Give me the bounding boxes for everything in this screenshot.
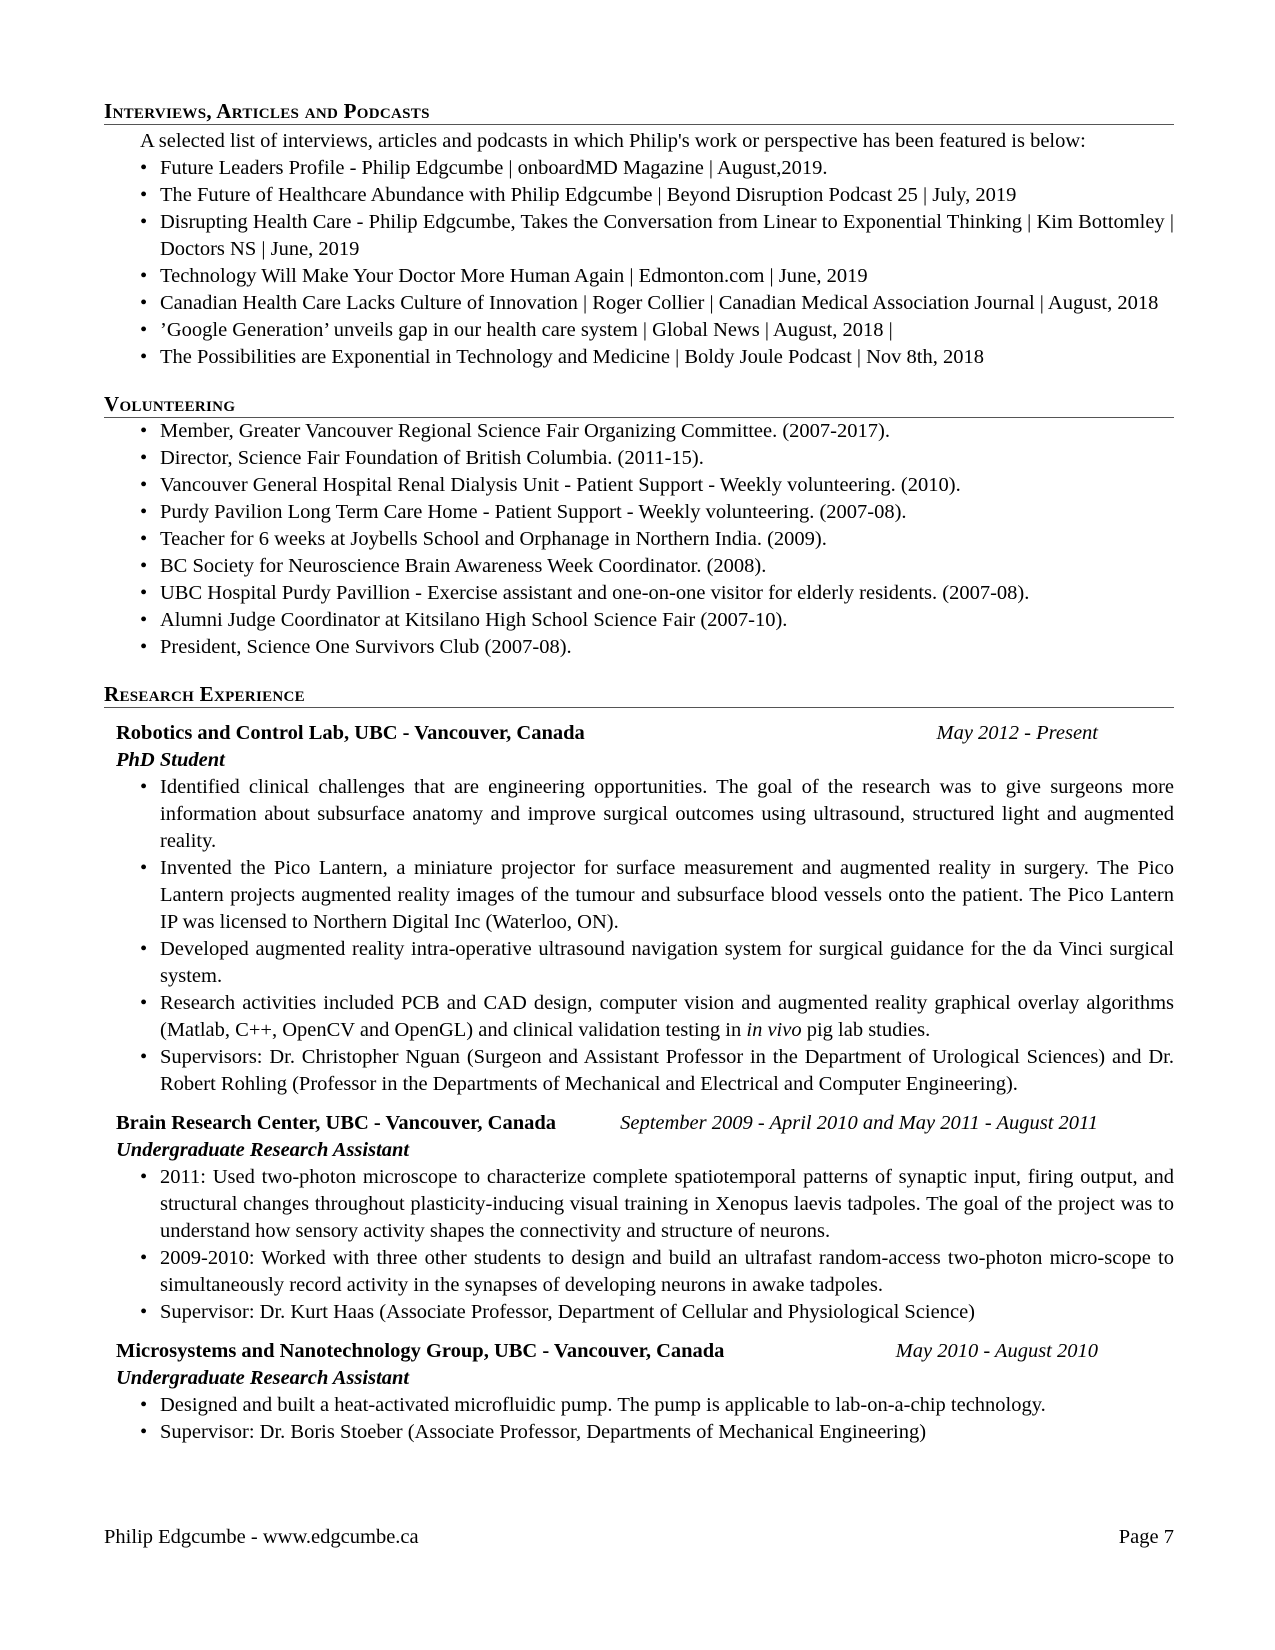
volunteering-title: Volunteering (104, 391, 1174, 418)
entry-role: Undergraduate Research Assistant (116, 1367, 410, 1389)
entry-bullets (104, 774, 1174, 1098)
list-item: • Invented the Pico Lantern, a miniature projector for surface measurement and augmented reality in surgery. The Pico Lantern projects augmented reality images of the tumour and subsurface blood vessels onto the patient. The Pico Lantern IP was licensed to Northern Digital Inc (Waterloo, ON). (160, 855, 1174, 936)
interviews-title: Interviews, Articles and Podcasts (104, 98, 1174, 125)
list-item: • Technology Will Make Your Doctor More Human Again | Edmonton.com | June, 2019 (160, 263, 1174, 290)
list-item: • ’Google Generation’ unveils gap in our health care system | Global News | August, 2018 | (160, 317, 1174, 344)
list-item: • Supervisor: Dr. Boris Stoeber (Associate Professor, Departments of Mechanical Engineering) (160, 1419, 1174, 1446)
research-section (104, 681, 1174, 1446)
list-item: • Disrupting Health Care - Philip Edgcumbe, Takes the Conversation from Linear to Exponential Thinking | Kim Bottomley | Doctors NS | June, 2019 (160, 209, 1174, 263)
entry-organization: Robotics and Control Lab, UBC - Vancouver, Canada (116, 722, 585, 744)
research-title: Research Experience (104, 681, 1174, 708)
page-footer (104, 1524, 1174, 1551)
list-item: • The Possibilities are Exponential in Technology and Medicine | Boldy Joule Podcast | Nov 8th, 2018 (160, 344, 1174, 371)
list-item: • 2009-2010: Worked with three other students to design and build an ultrafast random-access two-photon micro-scope to simultaneously record activity in the synapses of developing neurons in awake tadpoles. (160, 1245, 1174, 1299)
list-item: • Alumni Judge Coordinator at Kitsilano High School Science Fair (2007-10). (160, 607, 1174, 634)
list-item: • Designed and built a heat-activated microfluidic pump. The pump is applicable to lab-on-a-chip technology. (160, 1392, 1174, 1419)
list-item: • Director, Science Fair Foundation of British Columbia. (2011-15). (160, 445, 1174, 472)
entry-date: May 2012 - Present (936, 722, 1098, 744)
list-item: • Teacher for 6 weeks at Joybells School and Orphanage in Northern India. (2009). (160, 526, 1174, 553)
entry-role: PhD Student (116, 749, 225, 771)
research-entry-brain (104, 1110, 1174, 1326)
list-item: • Future Leaders Profile - Philip Edgcumbe | onboardMD Magazine | August,2019. (160, 155, 1174, 182)
list-item: • Identified clinical challenges that are engineering opportunities. The goal of the research was to give surgeons more information about subsurface anatomy and improve surgical outcomes using ultrasound, structured light and augmented reality. (160, 774, 1174, 855)
list-item: • Developed augmented reality intra-operative ultrasound navigation system for surgical guidance for the da Vinci surgical system. (160, 936, 1174, 990)
list-item: • Purdy Pavilion Long Term Care Home - Patient Support - Weekly volunteering. (2007-08). (160, 499, 1174, 526)
volunteering-section (104, 391, 1174, 661)
page-number: Page 7 (1118, 1526, 1174, 1548)
research-entry-microsystems (104, 1338, 1174, 1446)
list-item: • Member, Greater Vancouver Regional Science Fair Organizing Committee. (2007-2017). (160, 418, 1174, 445)
footer-name-website: Philip Edgcumbe - www.edgcumbe.ca (104, 1526, 419, 1548)
pcb-text-before: Research activities included PCB and CAD design, computer vision and augmented reality graphical overlay algorithms (Matlab, C++, OpenCV and OpenGL) and clinical validation testing in (160, 992, 1174, 1041)
list-item: • BC Society for Neuroscience Brain Awareness Week Coordinator. (2008). (160, 553, 1174, 580)
entry-bullets (104, 1392, 1174, 1446)
interviews-section (104, 98, 1174, 371)
list-item: • Supervisors: Dr. Christopher Nguan (Surgeon and Assistant Professor in the Department of Urological Sciences) and Dr. Robert Rohling (Professor in the Departments of Mechanical and Electrical and Computer Engineering). (160, 1044, 1174, 1098)
list-item: • President, Science One Survivors Club (2007-08). (160, 634, 1174, 661)
entry-bullets (104, 1164, 1174, 1326)
list-item: • 2011: Used two-photon microscope to characterize complete spatiotemporal patterns of synaptic input, firing output, and structural changes throughout plasticity-inducing visual training in Xenopus laevis tadpoles. The goal of the project was to understand how sensory activity shapes the connectivity and structure of neurons. (160, 1164, 1174, 1245)
list-item: • The Future of Healthcare Abundance with Philip Edgcumbe | Beyond Disruption Podcast 25 | July, 2019 (160, 182, 1174, 209)
list-item: • Vancouver General Hospital Renal Dialysis Unit - Patient Support - Weekly volunteering. (2010). (160, 472, 1174, 499)
entry-organization: Microsystems and Nanotechnology Group, UBC - Vancouver, Canada (116, 1340, 725, 1362)
pcb-text-italic: in vivo (746, 1019, 802, 1041)
list-item: • Canadian Health Care Lacks Culture of Innovation | Roger Collier | Canadian Medical Association Journal | August, 2018 (160, 290, 1174, 317)
volunteering-list (104, 418, 1174, 661)
entry-organization: Brain Research Center, UBC - Vancouver, Canada (116, 1112, 557, 1134)
entry-date: May 2010 - August 2010 (895, 1340, 1098, 1362)
entry-role: Undergraduate Research Assistant (116, 1139, 410, 1161)
entry-date: September 2009 - April 2010 and May 2011 - August 2011 (620, 1112, 1098, 1134)
list-item: • Supervisor: Dr. Kurt Haas (Associate Professor, Department of Cellular and Physiological Science) (160, 1299, 1174, 1326)
resume-page (104, 98, 1174, 1466)
interviews-list (104, 155, 1174, 371)
interviews-intro: A selected list of interviews, articles and podcasts in which Philip's work or perspective has been featured is below: (140, 130, 1086, 152)
pcb-text-after: pig lab studies. (801, 1019, 931, 1041)
list-item (160, 990, 1174, 1044)
list-item: • UBC Hospital Purdy Pavillion - Exercise assistant and one-on-one visitor for elderly residents. (2007-08). (160, 580, 1174, 607)
research-entry-robotics (104, 720, 1174, 1098)
